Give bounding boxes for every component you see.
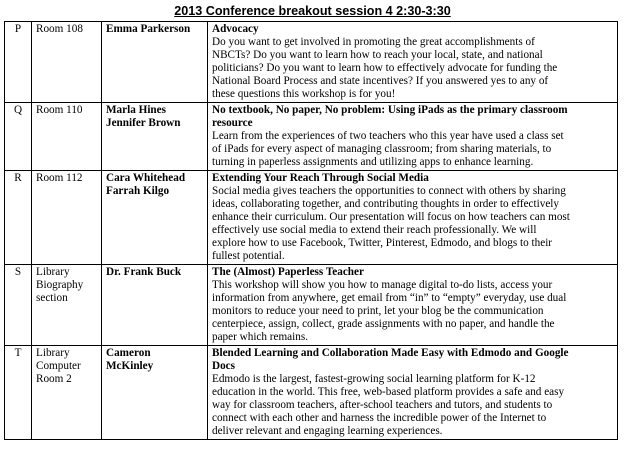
description-line: these questions this workshop is for you! bbox=[212, 88, 396, 100]
session-presenter bbox=[102, 171, 208, 265]
session-row-q bbox=[5, 103, 618, 171]
session-row-r bbox=[5, 171, 618, 265]
presenter-line: Farrah Kilgo bbox=[106, 185, 170, 197]
session-details bbox=[208, 22, 618, 103]
description-line: Do you want to get involved in promoting the great accomplishments of bbox=[212, 36, 535, 48]
room-line: Computer bbox=[36, 360, 81, 372]
description-line: monitors to reduce your need to print, let your blog be the communication bbox=[212, 305, 544, 317]
session-title: No textbook, No paper, No problem: Using iPads as the primary classroom bbox=[212, 104, 568, 116]
session-title: Blended Learning and Collaboration Made Easy with Edmodo and Google bbox=[212, 347, 569, 359]
description-line: NBCTs? Do you want to learn how to reach your local, state, and national bbox=[212, 49, 543, 61]
session-room bbox=[32, 346, 102, 440]
description-line: paper which remains. bbox=[212, 331, 308, 343]
description-line: This workshop will show you how to manage digital to-do lists, access your bbox=[212, 279, 553, 291]
session-letter: T bbox=[5, 346, 32, 440]
room-line: Room 108 bbox=[36, 23, 83, 35]
session-letter: S bbox=[5, 265, 32, 346]
session-room bbox=[32, 171, 102, 265]
session-presenter bbox=[102, 346, 208, 440]
session-details bbox=[208, 171, 618, 265]
session-details bbox=[208, 265, 618, 346]
session-title: Extending Your Reach Through Social Media bbox=[212, 172, 429, 184]
session-room bbox=[32, 22, 102, 103]
room-line: Library bbox=[36, 266, 70, 278]
description-line: effectively use social media to extend their reach professionally. We will bbox=[212, 224, 537, 236]
session-details bbox=[208, 346, 618, 440]
session-presenter bbox=[102, 22, 208, 103]
room-line: section bbox=[36, 292, 68, 304]
presenter-line: McKinley bbox=[106, 360, 154, 372]
room-line: Room 110 bbox=[36, 104, 83, 116]
breakout-session-table bbox=[4, 21, 618, 440]
session-title: The (Almost) Paperless Teacher bbox=[212, 266, 364, 278]
description-line: Edmodo is the largest, fastest-growing social learning platform for K-12 bbox=[212, 373, 536, 385]
session-row-p bbox=[5, 22, 618, 103]
description-line: National Board Process and state incentives? If you answered yes to any of bbox=[212, 75, 549, 87]
session-row-s bbox=[5, 265, 618, 346]
presenter-line: Dr. Frank Buck bbox=[106, 266, 182, 278]
description-line: explore how to use Facebook, Twitter, Pinterest, Edmodo, and blogs to their bbox=[212, 237, 553, 249]
session-row-t bbox=[5, 346, 618, 440]
presenter-line: Cameron bbox=[106, 347, 151, 359]
session-letter: R bbox=[5, 171, 32, 265]
presenter-line: Cara Whitehead bbox=[106, 172, 186, 184]
session-room bbox=[32, 265, 102, 346]
description-line: Social media gives teachers the opportunities to connect with others by sharing bbox=[212, 185, 566, 197]
description-line: turning in paperless assignments and utilizing apps to enhance learning. bbox=[212, 156, 534, 168]
room-line: Room 112 bbox=[36, 172, 83, 184]
description-line: connect with each other and harness the incredible power of the Internet to bbox=[212, 412, 547, 424]
description-line: deliver relevant and engaging learning experiences. bbox=[212, 425, 443, 437]
session-title: Advocacy bbox=[212, 23, 259, 35]
session-letter: Q bbox=[5, 103, 32, 171]
description-line: enhance their curriculum. Our presentation will focus on how teachers can most bbox=[212, 211, 570, 223]
description-line: way for classroom teachers, after-school teachers and tutors, and students to bbox=[212, 399, 553, 411]
description-line: ideas, collaborating together, and contributing thoughts in order to effectively bbox=[212, 198, 559, 210]
description-line: Learn from the experiences of two teachers who this year have used a class set bbox=[212, 130, 564, 142]
session-letter: P bbox=[5, 22, 32, 103]
room-line: Library bbox=[36, 347, 70, 359]
session-presenter bbox=[102, 103, 208, 171]
description-line: education in the world. This free, web-based platform provides a safe and easy bbox=[212, 386, 565, 398]
page-title: 2013 Conference breakout session 4 2:30-3:30 bbox=[174, 4, 451, 18]
session-details bbox=[208, 103, 618, 171]
description-line: of iPads for every aspect of managing classroom; from sharing materials, to bbox=[212, 143, 552, 155]
presenter-line: Emma Parkerson bbox=[106, 23, 191, 35]
room-line: Biography bbox=[36, 279, 84, 291]
presenter-line: Jennifer Brown bbox=[106, 117, 181, 129]
room-line: Room 2 bbox=[36, 373, 72, 385]
session-room bbox=[32, 103, 102, 171]
description-line: politicians? Do you want to learn how to effectively advocate for funding the bbox=[212, 62, 558, 74]
session-presenter bbox=[102, 265, 208, 346]
description-line: centerpiece, assign, collect, grade assignments with no paper, and handle the bbox=[212, 318, 555, 330]
description-line: information from anywhere, get email from “in” to “empty” everyday, use dual bbox=[212, 292, 567, 304]
description-line: fullest potential. bbox=[212, 250, 285, 262]
session-title: Docs bbox=[212, 360, 235, 372]
session-title: resource bbox=[212, 117, 253, 129]
presenter-line: Marla Hines bbox=[106, 104, 166, 116]
